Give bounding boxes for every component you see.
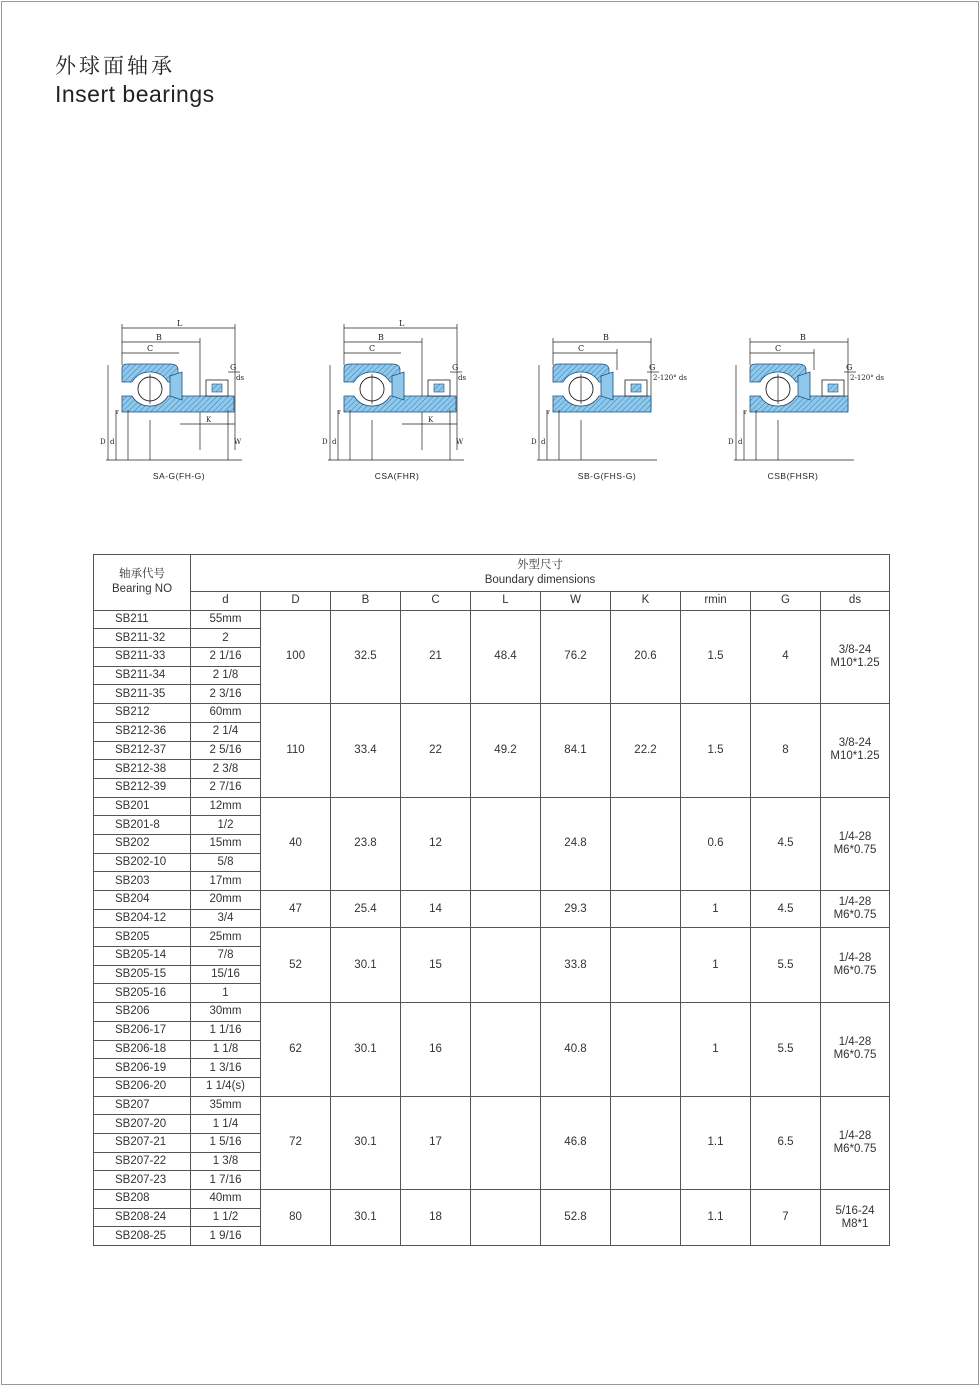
dim-g-cell: 4 xyxy=(751,610,821,703)
dim-b-cell: 25.4 xyxy=(331,891,401,928)
column-header-D: D xyxy=(261,592,331,611)
dim-l-cell xyxy=(471,891,541,928)
dim-c-cell: 18 xyxy=(401,1190,471,1246)
dim-d-cell: 110 xyxy=(261,704,331,797)
dim-b-cell: 33.4 xyxy=(331,704,401,797)
dim-b-cell: 32.5 xyxy=(331,610,401,703)
column-header-row xyxy=(94,592,890,611)
bore-d-cell: 15/16 xyxy=(191,965,261,984)
label-k: K xyxy=(428,416,434,424)
dim-k-cell xyxy=(611,797,681,890)
label-l: L xyxy=(177,319,183,328)
bore-d-cell: 15mm xyxy=(191,834,261,853)
label-b: B xyxy=(800,333,806,342)
label-d: d xyxy=(332,438,337,446)
dim-d-cell: 62 xyxy=(261,1003,331,1096)
ds-metric: M6*0.75 xyxy=(833,965,877,978)
bore-d-cell: 35mm xyxy=(191,1096,261,1115)
dim-l-cell xyxy=(471,928,541,1003)
bearing-diagram-3 xyxy=(531,333,687,460)
ds-inch: 1/4-28 xyxy=(838,896,872,909)
bore-d-cell: 1 1/16 xyxy=(191,1021,261,1040)
label-r: r xyxy=(338,409,341,416)
bearing-diagrams xyxy=(0,310,980,490)
bearing-no-cell: SB211-32 xyxy=(94,629,191,648)
table-row xyxy=(94,797,890,816)
dim-d-cell: 72 xyxy=(261,1096,331,1189)
bore-d-cell: 2 3/16 xyxy=(191,685,261,704)
dim-l-cell xyxy=(471,1003,541,1096)
bearing-no-header-en: Bearing NO xyxy=(111,583,173,596)
bore-d-cell: 1 7/16 xyxy=(191,1171,261,1190)
bearing-diagram-2 xyxy=(322,319,466,460)
ds-inch: 1/4-28 xyxy=(838,830,872,843)
bore-d-cell: 1 3/16 xyxy=(191,1059,261,1078)
dim-d-cell: 40 xyxy=(261,797,331,890)
label-outer-d: D xyxy=(728,438,734,446)
dimensions-table xyxy=(93,554,890,1246)
label-c: C xyxy=(147,344,154,353)
dim-ds-cell xyxy=(821,797,890,890)
dim-c-cell: 17 xyxy=(401,1096,471,1189)
dim-rmin-cell: 0.6 xyxy=(681,797,751,890)
set-screw xyxy=(631,384,641,392)
bearing-no-cell: SB208-24 xyxy=(94,1208,191,1227)
dim-ds-cell xyxy=(821,891,890,928)
bore-d-cell: 7/8 xyxy=(191,947,261,966)
ds-inch: 3/8-24 xyxy=(838,643,872,656)
column-header-L: L xyxy=(471,592,541,611)
dim-c-cell: 15 xyxy=(401,928,471,1003)
bearing-no-cell: SB212 xyxy=(94,704,191,723)
bearing-no-cell: SB204 xyxy=(94,891,191,910)
dim-g-cell: 5.5 xyxy=(751,928,821,1003)
bearing-no-cell: SB206 xyxy=(94,1003,191,1022)
bearing-no-cell: SB208 xyxy=(94,1190,191,1209)
boundary-header xyxy=(191,555,890,592)
bearing-no-cell: SB202 xyxy=(94,834,191,853)
table-row xyxy=(94,610,890,629)
dim-k-cell: 20.6 xyxy=(611,610,681,703)
dim-w-cell: 52.8 xyxy=(541,1190,611,1246)
bore-d-cell: 30mm xyxy=(191,1003,261,1022)
bore-d-cell: 2 1/8 xyxy=(191,666,261,685)
bore-d-cell: 1 1/8 xyxy=(191,1040,261,1059)
dim-rmin-cell: 1 xyxy=(681,1003,751,1096)
diagram-caption-3: SB-G(FHS-G) xyxy=(577,471,637,481)
dim-g-cell: 5.5 xyxy=(751,1003,821,1096)
dim-ds-cell xyxy=(821,1096,890,1189)
title-chinese: 外球面轴承 xyxy=(55,54,175,78)
dim-g-cell: 7 xyxy=(751,1190,821,1246)
bearing-no-cell: SB205-16 xyxy=(94,984,191,1003)
dim-d-cell: 52 xyxy=(261,928,331,1003)
bore-d-cell: 1 1/4(s) xyxy=(191,1077,261,1096)
dim-w-cell: 76.2 xyxy=(541,610,611,703)
bore-d-cell: 17mm xyxy=(191,872,261,891)
dim-w-cell: 29.3 xyxy=(541,891,611,928)
ds-inch: 3/8-24 xyxy=(838,737,872,750)
dim-d-cell: 80 xyxy=(261,1190,331,1246)
bearing-no-header-cn: 轴承代号 xyxy=(119,568,165,581)
ds-metric: M6*0.75 xyxy=(833,909,877,922)
dim-k-cell xyxy=(611,1190,681,1246)
ds-metric: M10*1.25 xyxy=(830,750,880,763)
bearing-no-cell: SB206-19 xyxy=(94,1059,191,1078)
dim-k-cell: 22.2 xyxy=(611,704,681,797)
bearing-no-cell: SB202-10 xyxy=(94,853,191,872)
bore-d-cell: 1/2 xyxy=(191,816,261,835)
ds-metric: M6*0.75 xyxy=(833,843,877,856)
dim-rmin-cell: 1 xyxy=(681,891,751,928)
bore-d-cell: 2 1/16 xyxy=(191,648,261,667)
bearing-no-cell: SB211-33 xyxy=(94,648,191,667)
bore-d-cell: 2 5/16 xyxy=(191,741,261,760)
label-g: G xyxy=(452,363,459,372)
dim-c-cell: 12 xyxy=(401,797,471,890)
label-b: B xyxy=(603,333,609,342)
table-row xyxy=(94,704,890,723)
bearing-drawings-svg xyxy=(0,310,980,490)
bearing-no-cell: SB205-15 xyxy=(94,965,191,984)
dim-d-cell: 47 xyxy=(261,891,331,928)
dim-w-cell: 33.8 xyxy=(541,928,611,1003)
bore-d-cell: 1 9/16 xyxy=(191,1227,261,1246)
bearing-no-cell: SB205 xyxy=(94,928,191,947)
label-g: G xyxy=(649,363,656,372)
label-w: W xyxy=(456,438,464,446)
label-outer-d: D xyxy=(322,438,328,446)
inner-ring xyxy=(553,396,651,412)
bearing-no-cell: SB211-34 xyxy=(94,666,191,685)
dim-l-cell xyxy=(471,1096,541,1189)
dim-rmin-cell: 1.5 xyxy=(681,610,751,703)
column-header-K: K xyxy=(611,592,681,611)
dim-rmin-cell: 1.1 xyxy=(681,1190,751,1246)
ds-inch: 1/4-28 xyxy=(838,1129,872,1142)
table-row xyxy=(94,1190,890,1209)
table-row xyxy=(94,891,890,910)
bearing-no-cell: SB211 xyxy=(94,610,191,629)
dim-c-cell: 16 xyxy=(401,1003,471,1096)
dim-b-cell: 30.1 xyxy=(331,1096,401,1189)
seal xyxy=(601,372,613,400)
dim-rmin-cell: 1.5 xyxy=(681,704,751,797)
label-c: C xyxy=(578,344,585,353)
label-c: C xyxy=(775,344,782,353)
ds-inch: 5/16-24 xyxy=(835,1204,875,1217)
bearing-no-cell: SB212-38 xyxy=(94,760,191,779)
bearing-no-cell: SB207-21 xyxy=(94,1133,191,1152)
dim-w-cell: 46.8 xyxy=(541,1096,611,1189)
ds-metric: M6*0.75 xyxy=(833,1142,877,1155)
bearing-no-cell: SB203 xyxy=(94,872,191,891)
label-d: d xyxy=(110,438,115,446)
dim-k-cell xyxy=(611,1096,681,1189)
dim-c-cell: 22 xyxy=(401,704,471,797)
label-g: G xyxy=(846,363,853,372)
bore-d-cell: 12mm xyxy=(191,797,261,816)
label-c: C xyxy=(369,344,376,353)
diagram-caption-2: CSA(FHR) xyxy=(374,471,420,481)
label-r: r xyxy=(744,409,747,416)
bore-d-cell: 55mm xyxy=(191,610,261,629)
bore-d-cell: 1 5/16 xyxy=(191,1133,261,1152)
set-screw xyxy=(434,384,444,392)
dim-w-cell: 40.8 xyxy=(541,1003,611,1096)
bearing-diagram-4 xyxy=(728,333,884,460)
bearing-no-cell: SB211-35 xyxy=(94,685,191,704)
bore-d-cell: 1 3/8 xyxy=(191,1152,261,1171)
label-ds: 2-120° ds xyxy=(653,374,687,382)
bore-d-cell: 1 xyxy=(191,984,261,1003)
ds-metric: M6*0.75 xyxy=(833,1049,877,1062)
bearing-no-cell: SB205-14 xyxy=(94,947,191,966)
dim-g-cell: 4.5 xyxy=(751,891,821,928)
bore-d-cell: 40mm xyxy=(191,1190,261,1209)
dim-rmin-cell: 1.1 xyxy=(681,1096,751,1189)
bearing-no-cell: SB207-22 xyxy=(94,1152,191,1171)
ds-inch: 1/4-28 xyxy=(838,1036,872,1049)
dim-ds-cell xyxy=(821,704,890,797)
dim-g-cell: 4.5 xyxy=(751,797,821,890)
dim-w-cell: 84.1 xyxy=(541,704,611,797)
label-r: r xyxy=(547,409,550,416)
label-b: B xyxy=(378,333,384,342)
dim-g-cell: 8 xyxy=(751,704,821,797)
bearing-no-header xyxy=(94,555,191,611)
dim-ds-cell xyxy=(821,610,890,703)
dim-w-cell: 24.8 xyxy=(541,797,611,890)
dim-b-cell: 30.1 xyxy=(331,928,401,1003)
set-screw xyxy=(212,384,222,392)
seal xyxy=(798,372,810,400)
bearing-no-cell: SB206-17 xyxy=(94,1021,191,1040)
title-english: Insert bearings xyxy=(55,81,215,107)
label-d: d xyxy=(738,438,743,446)
bore-d-cell: 1 1/4 xyxy=(191,1115,261,1134)
bearing-no-cell: SB212-36 xyxy=(94,722,191,741)
label-r: r xyxy=(116,409,119,416)
bearing-no-cell: SB207-23 xyxy=(94,1171,191,1190)
dim-ds-cell xyxy=(821,928,890,1003)
bore-d-cell: 20mm xyxy=(191,891,261,910)
bearing-diagram-1 xyxy=(100,319,244,460)
bore-d-cell: 2 3/8 xyxy=(191,760,261,779)
diagram-caption-1: SA-G(FH-G) xyxy=(152,471,206,481)
dim-l-cell xyxy=(471,1190,541,1246)
bore-d-cell: 2 xyxy=(191,629,261,648)
label-d: d xyxy=(541,438,546,446)
bearing-no-cell: SB212-37 xyxy=(94,741,191,760)
bore-d-cell: 5/8 xyxy=(191,853,261,872)
label-ds: ds xyxy=(236,374,245,382)
dim-c-cell: 21 xyxy=(401,610,471,703)
dim-b-cell: 23.8 xyxy=(331,797,401,890)
label-g: G xyxy=(230,363,237,372)
bore-d-cell: 25mm xyxy=(191,928,261,947)
bearing-no-cell: SB201 xyxy=(94,797,191,816)
dim-b-cell: 30.1 xyxy=(331,1003,401,1096)
column-header-W: W xyxy=(541,592,611,611)
label-k: K xyxy=(206,416,212,424)
column-header-rmin: rmin xyxy=(681,592,751,611)
table-row xyxy=(94,928,890,947)
dim-b-cell: 30.1 xyxy=(331,1190,401,1246)
column-header-ds: ds xyxy=(821,592,890,611)
label-w: W xyxy=(234,438,242,446)
bearing-no-cell: SB208-25 xyxy=(94,1227,191,1246)
ds-metric: M10*1.25 xyxy=(830,656,880,669)
table-row xyxy=(94,1096,890,1115)
dim-k-cell xyxy=(611,1003,681,1096)
ds-metric: M8*1 xyxy=(841,1217,869,1230)
bearing-no-cell: SB204-12 xyxy=(94,909,191,928)
bore-d-cell: 2 7/16 xyxy=(191,778,261,797)
column-header-G: G xyxy=(751,592,821,611)
label-ds: ds xyxy=(458,374,467,382)
dim-k-cell xyxy=(611,891,681,928)
table-row xyxy=(94,1003,890,1022)
label-outer-d: D xyxy=(531,438,537,446)
diagram-caption-4: CSB(FHSR) xyxy=(767,471,819,481)
column-header-d: d xyxy=(191,592,261,611)
dim-l-cell: 49.2 xyxy=(471,704,541,797)
bearing-no-cell: SB207-20 xyxy=(94,1115,191,1134)
dim-ds-cell xyxy=(821,1190,890,1246)
label-ds: 2-120° ds xyxy=(850,374,884,382)
dim-g-cell: 6.5 xyxy=(751,1096,821,1189)
label-b: B xyxy=(156,333,162,342)
bore-d-cell: 3/4 xyxy=(191,909,261,928)
bearing-no-cell: SB207 xyxy=(94,1096,191,1115)
ds-inch: 1/4-28 xyxy=(838,952,872,965)
dim-k-cell xyxy=(611,928,681,1003)
seal xyxy=(392,372,404,400)
dim-l-cell: 48.4 xyxy=(471,610,541,703)
column-header-C: C xyxy=(401,592,471,611)
seal xyxy=(170,372,182,400)
bearing-no-cell: SB206-18 xyxy=(94,1040,191,1059)
bearing-no-cell: SB206-20 xyxy=(94,1077,191,1096)
set-screw xyxy=(828,384,838,392)
dim-ds-cell xyxy=(821,1003,890,1096)
bore-d-cell: 60mm xyxy=(191,704,261,723)
dim-c-cell: 14 xyxy=(401,891,471,928)
bearing-no-cell: SB201-8 xyxy=(94,816,191,835)
boundary-header-en: Boundary dimensions xyxy=(484,574,596,586)
dim-d-cell: 100 xyxy=(261,610,331,703)
column-header-B: B xyxy=(331,592,401,611)
label-outer-d: D xyxy=(100,438,106,446)
bearing-no-cell: SB212-39 xyxy=(94,778,191,797)
boundary-header-cn: 外型尺寸 xyxy=(517,559,563,571)
bore-d-cell: 2 1/4 xyxy=(191,722,261,741)
dim-rmin-cell: 1 xyxy=(681,928,751,1003)
bore-d-cell: 1 1/2 xyxy=(191,1208,261,1227)
dim-l-cell xyxy=(471,797,541,890)
label-l: L xyxy=(399,319,405,328)
inner-ring xyxy=(750,396,848,412)
